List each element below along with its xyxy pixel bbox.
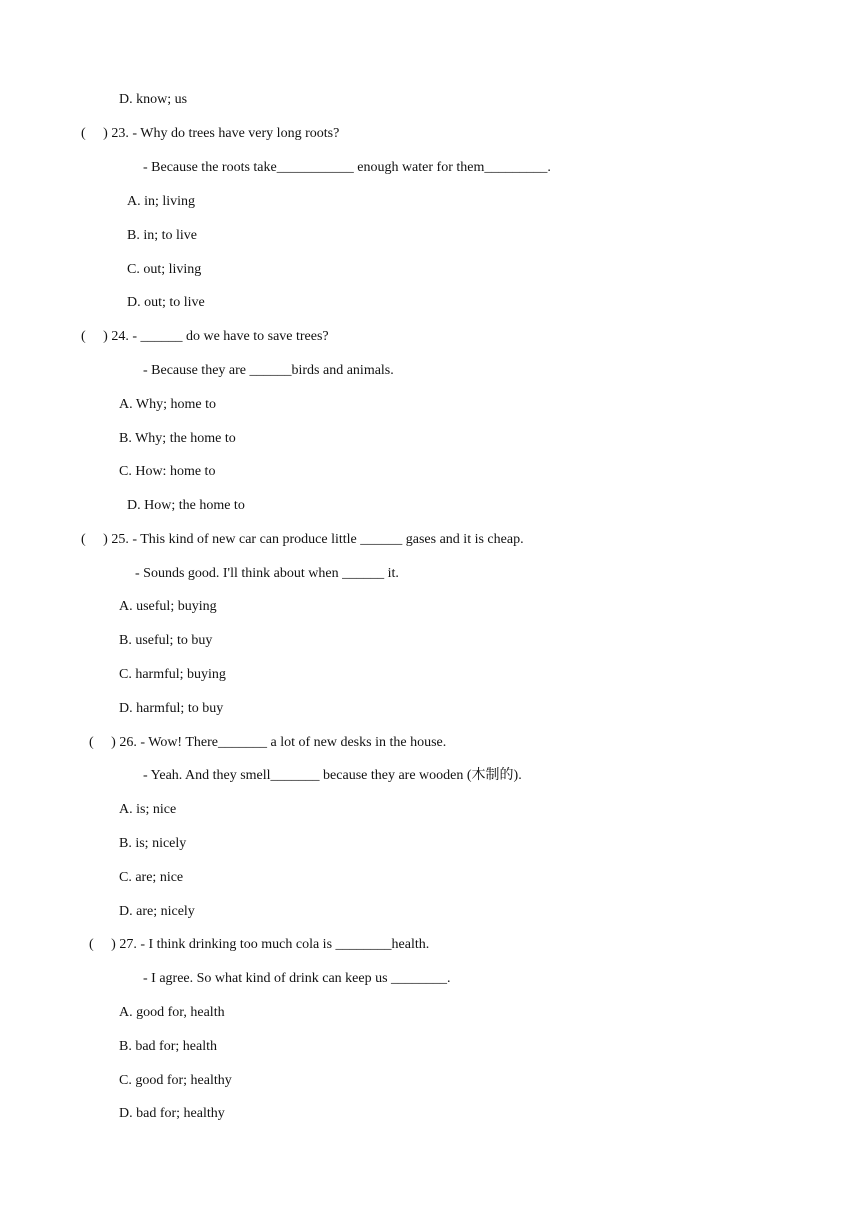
q27-option-c: C. good for; healthy [119,1073,232,1088]
q23-question: ( ) 23. - Why do trees have very long roots? [81,126,340,141]
q25-option-c: C. harmful; buying [119,667,226,682]
q27-response: - I agree. So what kind of drink can keep us ________. [143,971,451,986]
q23-option-b: B. in; to live [127,228,197,243]
q23-option-a: A. in; living [127,194,196,209]
q25-option-a: A. useful; buying [119,599,217,614]
q26-response: - Yeah. And they smell_______ because they are wooden (木制的). [143,768,522,783]
q25-option-b: B. useful; to buy [119,633,213,648]
q24-option-b: B. Why; the home to [119,431,236,446]
q27-option-a: A. good for, health [119,1005,225,1020]
q27-option-b: B. bad for; health [119,1039,217,1054]
q23-option-c: C. out; living [127,262,202,277]
q26-option-c: C. are; nice [119,870,184,885]
q24-option-a: A. Why; home to [119,397,216,412]
q25-response: - Sounds good. I'll think about when ______ it. [135,566,399,581]
q26-question: ( ) 26. - Wow! There_______ a lot of new desks in the house. [89,735,447,750]
q24-response: - Because they are ______birds and animals. [143,363,394,378]
q23-response: - Because the roots take___________ enough water for them_________. [143,160,551,175]
q24-option-d: D. How; the home to [127,498,245,513]
q26-option-b: B. is; nicely [119,836,187,851]
q22-option-d: D. know; us [119,92,188,107]
q24-option-c: C. How: home to [119,464,216,479]
q25-question: ( ) 25. - This kind of new car can produce little ______ gases and it is cheap. [81,532,524,547]
q27-option-d: D. bad for; healthy [119,1106,225,1121]
q23-option-d: D. out; to live [127,295,205,310]
q27-question: ( ) 27. - I think drinking too much cola is ________health. [89,937,430,952]
q24-question: ( ) 24. - ______ do we have to save trees? [81,329,329,344]
q25-option-d: D. harmful; to buy [119,701,224,716]
q26-option-d: D. are; nicely [119,904,195,919]
q26-option-a: A. is; nice [119,802,177,817]
